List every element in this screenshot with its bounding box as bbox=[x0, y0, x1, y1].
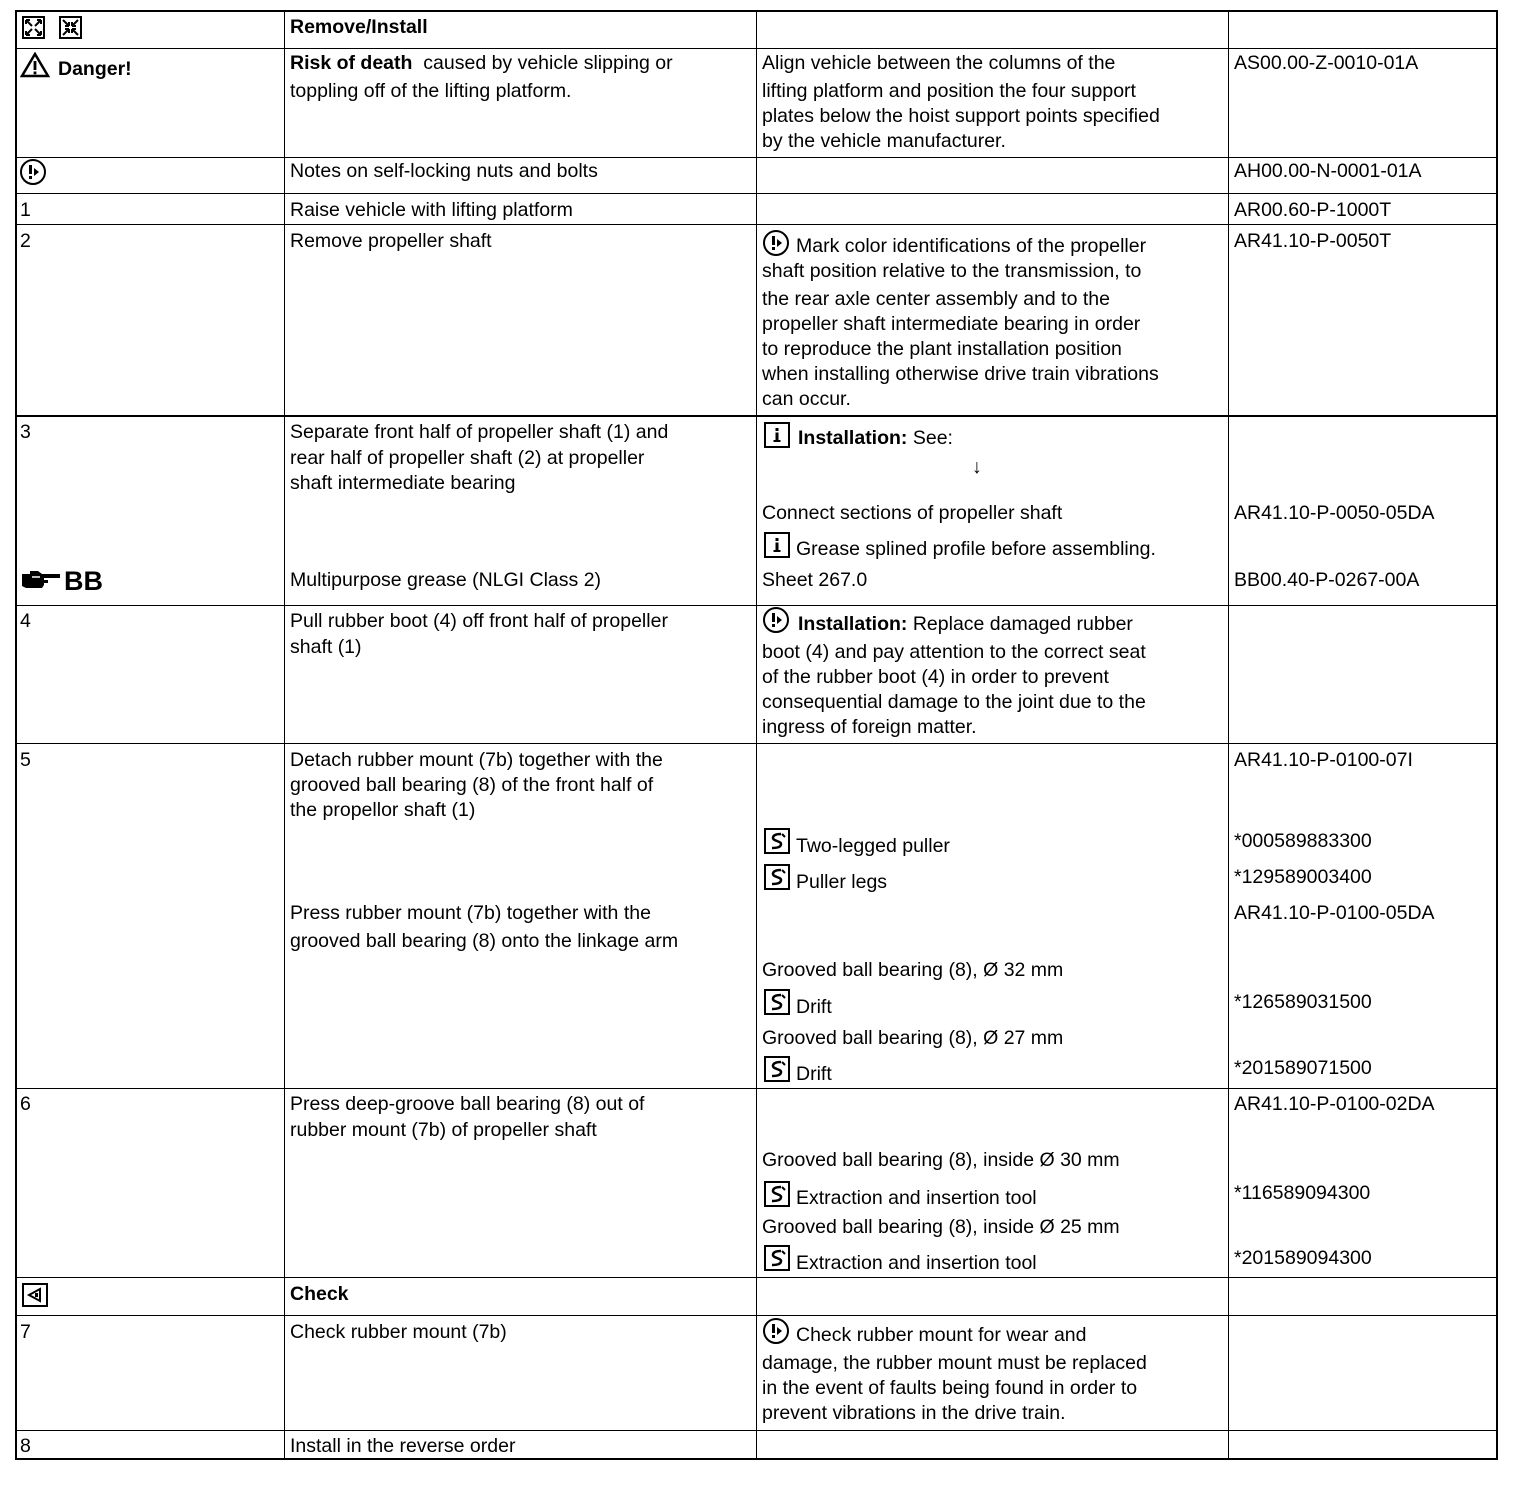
reference-code[interactable]: AR41.10-P-0100-07I bbox=[1234, 749, 1413, 771]
step-text: shaft (1) bbox=[290, 636, 362, 658]
note-icon bbox=[763, 1318, 789, 1344]
step-text: shaft intermediate bearing bbox=[290, 472, 516, 494]
note-icon bbox=[763, 230, 789, 256]
note-line: can occur. bbox=[762, 388, 851, 410]
grease-note: Grease splined profile before assembling. bbox=[796, 538, 1156, 560]
down-arrow: ↓ bbox=[972, 456, 982, 478]
danger-risk-bold: Risk of death bbox=[290, 52, 413, 74]
installation-line bbox=[798, 426, 953, 451]
note-line: Check rubber mount for wear and bbox=[796, 1324, 1087, 1346]
warning-triangle-icon bbox=[20, 52, 50, 78]
note-line: of the rubber boot (4) in order to prevent bbox=[762, 666, 1109, 688]
note-line: Replace damaged rubber bbox=[912, 613, 1133, 635]
tool-icon bbox=[764, 828, 790, 854]
step-text: Press rubber mount (7b) together with the bbox=[290, 902, 651, 924]
note-line: in the event of faults being found in order to bbox=[762, 1377, 1138, 1399]
tool-number[interactable]: *129589003400 bbox=[1234, 866, 1372, 888]
note-line: boot (4) and pay attention to the correct seat bbox=[762, 641, 1146, 663]
danger-action-line: Align vehicle between the columns of the bbox=[762, 52, 1116, 74]
tool-name: Drift bbox=[796, 1063, 832, 1085]
notes-text: Notes on self-locking nuts and bolts bbox=[290, 160, 598, 182]
step-text: Check rubber mount (7b) bbox=[290, 1321, 507, 1343]
tool-icon bbox=[764, 1056, 790, 1082]
reference-code[interactable]: AR41.10-P-0050T bbox=[1234, 230, 1392, 252]
connect-text: Connect sections of propeller shaft bbox=[762, 502, 1063, 524]
step-text: Raise vehicle with lifting platform bbox=[290, 199, 573, 221]
column-divider bbox=[756, 12, 757, 1458]
collapse-icon bbox=[59, 16, 82, 39]
tool-number[interactable]: *201589094300 bbox=[1234, 1247, 1372, 1269]
bb-label: BB bbox=[64, 566, 103, 596]
note-icon bbox=[20, 159, 46, 185]
danger-risk-text: toppling off of the lifting platform. bbox=[290, 80, 572, 102]
step-number: 4 bbox=[20, 610, 31, 632]
reference-code[interactable]: AS00.00-Z-0010-01A bbox=[1234, 52, 1419, 74]
step-text: rear half of propeller shaft (2) at propeller bbox=[290, 447, 645, 469]
installation-line bbox=[798, 612, 1133, 637]
bearing-spec: Grooved ball bearing (8), Ø 32 mm bbox=[762, 959, 1064, 981]
tool-name: Puller legs bbox=[796, 871, 888, 893]
note-line: the rear axle center assembly and to the bbox=[762, 288, 1110, 310]
procedure-table bbox=[15, 10, 1498, 1460]
step-number: 2 bbox=[20, 230, 31, 252]
step-text: the propellor shaft (1) bbox=[290, 799, 476, 821]
bearing-spec: Grooved ball bearing (8), Ø 27 mm bbox=[762, 1027, 1064, 1049]
tool-number[interactable]: *126589031500 bbox=[1234, 991, 1372, 1013]
tool-name: Extraction and insertion tool bbox=[796, 1187, 1037, 1209]
expand-icon bbox=[22, 16, 45, 39]
step-text: grooved ball bearing (8) of the front half of bbox=[290, 774, 654, 796]
reference-code[interactable]: AR41.10-P-0100-02DA bbox=[1234, 1093, 1435, 1115]
step-text: Install in the reverse order bbox=[290, 1435, 516, 1457]
see-label: See: bbox=[912, 427, 953, 449]
step-text: rubber mount (7b) of propeller shaft bbox=[290, 1119, 597, 1141]
note-line: propeller shaft intermediate bearing in order bbox=[762, 313, 1141, 335]
note-line: damage, the rubber mount must be replaced bbox=[762, 1352, 1147, 1374]
tool-number[interactable]: *000589883300 bbox=[1234, 830, 1372, 852]
note-line: prevent vibrations in the drive train. bbox=[762, 1402, 1066, 1424]
info-icon bbox=[764, 532, 790, 558]
reference-code[interactable]: AR41.10-P-0050-05DA bbox=[1234, 502, 1435, 524]
check-title: Check bbox=[290, 1283, 349, 1305]
note-line: to reproduce the plant installation position bbox=[762, 338, 1122, 360]
tool-number[interactable]: *201589071500 bbox=[1234, 1057, 1372, 1079]
danger-label: Danger! bbox=[58, 58, 132, 80]
installation-label: Installation: bbox=[798, 427, 908, 449]
note-line: shaft position relative to the transmission, to bbox=[762, 260, 1142, 282]
step-number: 1 bbox=[20, 199, 31, 221]
step-text: grooved ball bearing (8) onto the linkage arm bbox=[290, 930, 679, 952]
step-number: 7 bbox=[20, 1321, 31, 1343]
tool-icon bbox=[764, 1181, 790, 1207]
step-number: 6 bbox=[20, 1093, 31, 1115]
column-divider bbox=[1228, 12, 1229, 1458]
danger-action-line: plates below the hoist support points specified bbox=[762, 105, 1160, 127]
installation-label: Installation: bbox=[798, 613, 908, 635]
column-divider bbox=[284, 12, 285, 1458]
reference-code[interactable]: AH00.00-N-0001-01A bbox=[1234, 160, 1422, 182]
note-icon bbox=[763, 607, 789, 633]
tool-icon bbox=[764, 1245, 790, 1271]
danger-action-line: lifting platform and position the four support bbox=[762, 80, 1136, 102]
note-line: when installing otherwise drive train vibrations bbox=[762, 363, 1159, 385]
step-number: 8 bbox=[20, 1435, 31, 1457]
danger-risk-text: caused by vehicle slipping or bbox=[423, 52, 673, 74]
tool-name: Extraction and insertion tool bbox=[796, 1252, 1037, 1274]
reference-code[interactable]: BB00.40-P-0267-00A bbox=[1234, 569, 1420, 591]
bearing-spec: Grooved ball bearing (8), inside Ø 30 mm bbox=[762, 1149, 1120, 1171]
step-text: Remove propeller shaft bbox=[290, 230, 492, 252]
grease-text: Multipurpose grease (NLGI Class 2) bbox=[290, 569, 602, 591]
step-text: Detach rubber mount (7b) together with the bbox=[290, 749, 663, 771]
step-text: Separate front half of propeller shaft (1) and bbox=[290, 421, 669, 443]
note-line: Mark color identifications of the propeller bbox=[796, 235, 1147, 257]
tool-icon bbox=[764, 864, 790, 890]
sheet-text: Sheet 267.0 bbox=[762, 569, 868, 591]
tool-icon bbox=[764, 989, 790, 1015]
section-title: Remove/Install bbox=[290, 16, 428, 38]
reference-code[interactable]: AR00.60-P-1000T bbox=[1234, 199, 1392, 221]
step-text: Pull rubber boot (4) off front half of propeller bbox=[290, 610, 668, 632]
pointing-hand-icon bbox=[20, 568, 62, 590]
check-icon bbox=[22, 1283, 48, 1307]
danger-action-line: by the vehicle manufacturer. bbox=[762, 130, 1006, 152]
note-line: ingress of foreign matter. bbox=[762, 716, 977, 738]
note-line: consequential damage to the joint due to the bbox=[762, 691, 1146, 713]
step-number: 3 bbox=[20, 421, 31, 443]
bearing-spec: Grooved ball bearing (8), inside Ø 25 mm bbox=[762, 1216, 1120, 1238]
info-icon bbox=[764, 422, 790, 448]
tool-name: Drift bbox=[796, 996, 832, 1018]
tool-number[interactable]: *116589094300 bbox=[1234, 1182, 1371, 1204]
step-text: Press deep-groove ball bearing (8) out of bbox=[290, 1093, 645, 1115]
step-number: 5 bbox=[20, 749, 31, 771]
reference-code[interactable]: AR41.10-P-0100-05DA bbox=[1234, 902, 1435, 924]
tool-name: Two-legged puller bbox=[796, 835, 950, 857]
danger-risk-line bbox=[290, 51, 673, 76]
